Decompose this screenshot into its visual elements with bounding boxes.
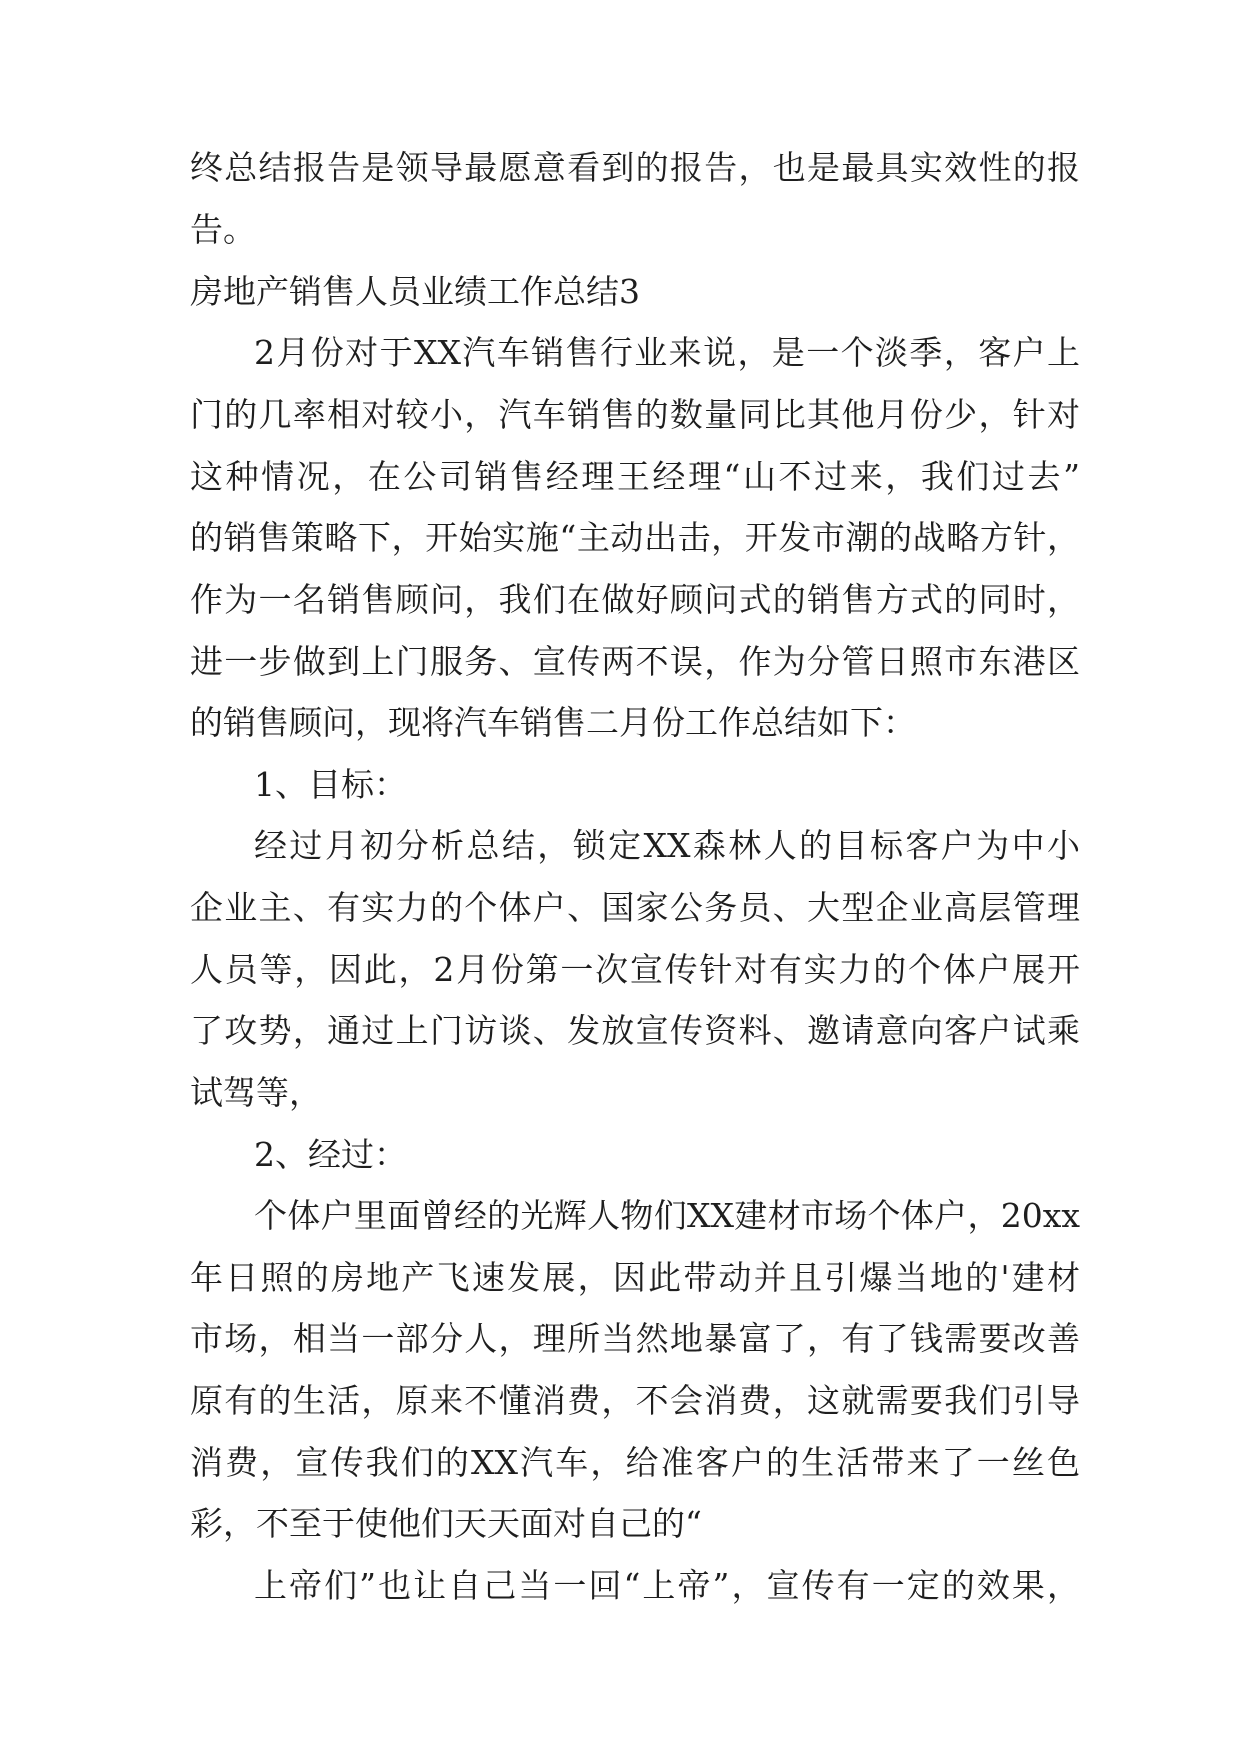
text-line-19: 年日照的房地产飞速发展，因此带动并且引爆当地的'建材 bbox=[190, 1258, 1080, 1297]
text-line-7: 的销售策略下，开始实施“主动出击，开发市潮的战略方针， bbox=[190, 518, 1080, 557]
text-line-15: 了攻势，通过上门访谈、发放宣传资料、邀请意向客户试乘 bbox=[190, 1011, 1080, 1050]
text-line-4: 2月份对于XX汽车销售行业来说，是一个淡季，客户上 bbox=[254, 333, 1080, 372]
text-line-24: 上帝们”也让自己当一回“上帝”，宣传有一定的效果， bbox=[254, 1566, 1080, 1605]
text-line-6: 这种情况，在公司销售经理王经理“山不过来，我们过去” bbox=[190, 457, 1080, 496]
subheading-target: 1、目标： bbox=[254, 765, 407, 804]
text-line-1: 终总结报告是领导最愿意看到的报告，也是最具实效性的报 bbox=[190, 148, 1080, 187]
text-line-8: 作为一名销售顾问，我们在做好顾问式的销售方式的同时， bbox=[190, 580, 1080, 619]
text-line-9: 进一步做到上门服务、宣传两不误，作为分管日照市东港区 bbox=[190, 642, 1080, 681]
text-line-14: 人员等，因此，2月份第一次宣传针对有实力的个体户展开 bbox=[190, 950, 1080, 989]
text-line-2: 告。 bbox=[190, 210, 256, 249]
text-line-22: 消费，宣传我们的XX汽车，给准客户的生活带来了一丝色 bbox=[190, 1443, 1080, 1482]
text-line-16: 试驾等， bbox=[190, 1073, 322, 1112]
text-line-20: 市场，相当一部分人，理所当然地暴富了，有了钱需要改善 bbox=[190, 1319, 1080, 1358]
text-line-21: 原有的生活，原来不懂消费，不会消费，这就需要我们引导 bbox=[190, 1381, 1080, 1420]
text-line-13: 企业主、有实力的个体户、国家公务员、大型企业高层管理 bbox=[190, 888, 1080, 927]
text-line-18: 个体户里面曾经的光辉人物们XX建材市场个体户，20xx bbox=[254, 1196, 1080, 1235]
subheading-process: 2、经过： bbox=[254, 1135, 407, 1174]
text-line-23: 彩，不至于使他们天天面对自己的“ bbox=[190, 1504, 702, 1543]
text-line-10: 的销售顾问，现将汽车销售二月份工作总结如下： bbox=[190, 703, 916, 742]
section-heading: 房地产销售人员业绩工作总结3 bbox=[190, 272, 640, 311]
text-line-12: 经过月初分析总结，锁定XX森林人的目标客户为中小 bbox=[254, 826, 1080, 865]
text-line-5: 门的几率相对较小，汽车销售的数量同比其他月份少，针对 bbox=[190, 395, 1080, 434]
